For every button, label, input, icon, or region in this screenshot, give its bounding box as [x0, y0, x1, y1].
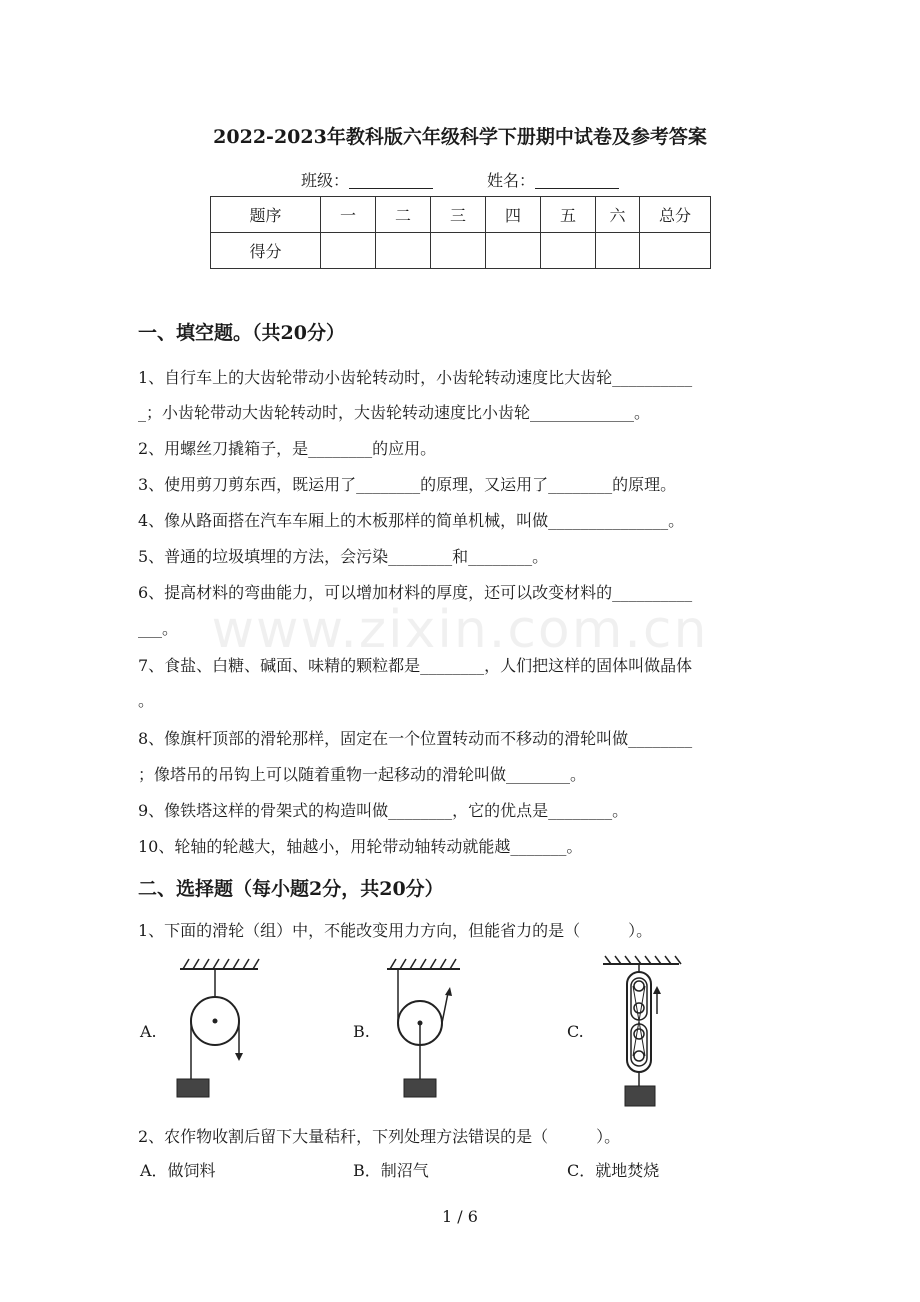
pulley-a-figure [175, 955, 265, 1100]
q-line: 2、用螺丝刀撬箱子，是________的应用。 [138, 439, 437, 458]
q-line: 10、轮轴的轮越大，轴越小，用轮带动轴转动就能越_______。 [138, 837, 583, 856]
q2-option-c: C．就地焚烧 [567, 1161, 660, 1180]
score-cell[interactable] [321, 233, 376, 269]
q-line: 2、农作物收割后留下大量秸秆，下列处理方法错误的是（ ）。 [138, 1127, 621, 1146]
pulley-c-figure [595, 952, 685, 1112]
q-line: 。 [138, 691, 155, 710]
score-table-header-row [211, 197, 711, 233]
header-cell: 一 [321, 197, 376, 233]
pulley-b-figure [382, 955, 472, 1100]
score-cell[interactable] [640, 233, 711, 269]
class-blank[interactable] [349, 172, 433, 189]
q-line: 3、使用剪刀剪东西，既运用了________的原理，又运用了________的原理。 [138, 475, 677, 494]
page-title: 2022-2023年教科版六年级科学下册期中试卷及参考答案 [213, 126, 707, 148]
q-line: 9、像铁塔这样的骨架式的构造叫做________，它的优点是________。 [138, 801, 629, 820]
score-cell[interactable] [431, 233, 486, 269]
q-line: ；像塔吊的吊钩上可以随着重物一起移动的滑轮叫做________。 [138, 765, 587, 784]
class-label: 班级： [300, 171, 349, 190]
header-cell: 五 [541, 197, 596, 233]
header-cell: 三 [431, 197, 486, 233]
score-table-score-row [211, 233, 711, 269]
header-cell: 总分 [640, 197, 711, 233]
score-cell[interactable] [541, 233, 596, 269]
q-line: ___。 [138, 619, 179, 638]
section1-heading: 一、填空题。（共20分） [138, 322, 345, 344]
header-cell: 六 [596, 197, 640, 233]
header-cell: 题序 [211, 197, 321, 233]
header-cell: 二 [376, 197, 431, 233]
q2-option-a: A．做饲料 [140, 1161, 216, 1180]
section2-heading: 二、选择题（每小题2分，共20分） [138, 878, 444, 900]
row-label: 得分 [211, 233, 321, 269]
q-line: _；小齿轮带动大齿轮转动时，大齿轮转动速度比小齿轮_____________。 [138, 403, 651, 422]
header-cell: 四 [486, 197, 541, 233]
option-a-label: A. [140, 1022, 157, 1041]
q-line: 6、提高材料的弯曲能力，可以增加材料的厚度，还可以改变材料的__________ [138, 583, 693, 602]
page-number: 1 / 6 [442, 1207, 478, 1226]
score-cell[interactable] [376, 233, 431, 269]
q-line: 7、食盐、白糖、碱面、味精的颗粒都是________，人们把这样的固体叫做晶体 [138, 656, 693, 675]
student-info [0, 168, 920, 191]
score-table [210, 196, 711, 269]
watermark: www.zixin.com.cn [211, 600, 709, 660]
name-blank[interactable] [535, 172, 619, 189]
q2-option-b: B．制沼气 [353, 1161, 429, 1180]
score-cell[interactable] [486, 233, 541, 269]
option-b-label: B. [353, 1022, 370, 1041]
q-line: 1、自行车上的大齿轮带动小齿轮转动时，小齿轮转动速度比大齿轮__________ [138, 368, 693, 387]
q-line: 8、像旗杆顶部的滑轮那样，固定在一个位置转动而不移动的滑轮叫做________ [138, 729, 693, 748]
score-cell[interactable] [596, 233, 640, 269]
name-label: 姓名： [487, 171, 536, 190]
q-line: 1、下面的滑轮（组）中，不能改变用力方向，但能省力的是（ ）。 [138, 921, 653, 940]
q-line: 5、普通的垃圾填埋的方法，会污染________和________。 [138, 547, 549, 566]
option-c-label: C. [567, 1022, 584, 1041]
q-line: 4、像从路面搭在汽车车厢上的木板那样的简单机械，叫做_______________。 [138, 511, 685, 530]
